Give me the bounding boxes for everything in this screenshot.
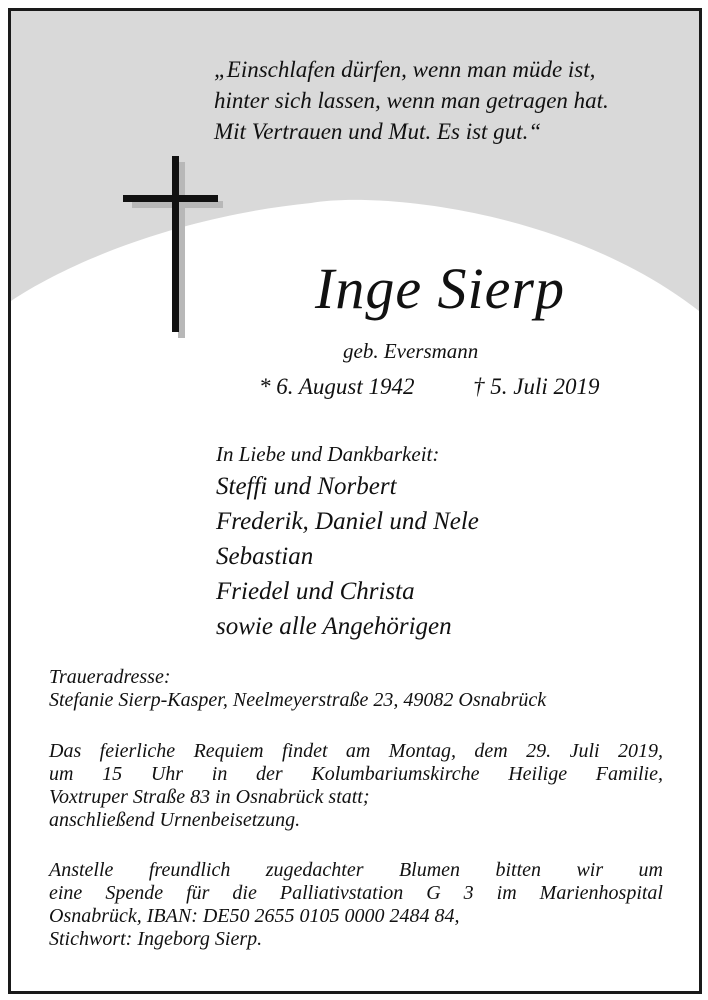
mourner-line: Friedel und Christa: [216, 578, 415, 605]
quote-line: hinter sich lassen, wenn man getragen hat.: [214, 88, 609, 113]
address-value: Stefanie Sierp-Kasper, Neelmeyerstraße 23, 49082 Osnabrück: [49, 689, 547, 711]
mourner-line: Sebastian: [216, 543, 314, 570]
requiem-line: Das feierliche Requiem findet am Montag, dem 29. Juli 2019,: [49, 740, 663, 762]
quote-line: Mit Vertrauen und Mut. Es ist gut.“: [214, 119, 542, 144]
donation-notice: [49, 859, 663, 951]
requiem-notice: [49, 740, 663, 832]
mourners-block: [216, 439, 479, 644]
requiem-line: Voxtruper Straße 83 in Osnabrück statt;: [49, 786, 370, 808]
requiem-line: um 15 Uhr in der Kolumbariumskirche Heilige Familie,: [49, 763, 663, 785]
address-label: Traueradresse:: [49, 666, 171, 688]
memorial-quote: [214, 54, 684, 147]
mourner-line: Frederik, Daniel und Nele: [216, 508, 479, 535]
birth-date: * 6. August 1942: [259, 374, 415, 399]
mourning-address: [49, 666, 663, 712]
mourners-intro: In Liebe und Dankbarkeit:: [216, 442, 440, 466]
born-name: geb. Eversmann: [343, 339, 479, 363]
donation-line: Osnabrück, IBAN: DE50 2655 0105 0000 2484 84,: [49, 905, 460, 927]
deceased-name: Inge Sierp: [315, 256, 565, 321]
mourner-line: Steffi und Norbert: [216, 473, 397, 500]
mourner-line: sowie alle Angehörigen: [216, 613, 452, 640]
obituary-frame: [8, 8, 702, 994]
donation-line: Anstelle freundlich zugedachter Blumen bitten wir um: [49, 859, 663, 881]
quote-line: „Einschlafen dürfen, wenn man müde ist,: [214, 57, 596, 82]
donation-line: eine Spende für die Palliativstation G 3 im Marienhospital: [49, 882, 663, 904]
requiem-line: anschließend Urnenbeisetzung.: [49, 809, 301, 831]
death-date: † 5. Juli 2019: [473, 374, 600, 399]
donation-line: Stichwort: Ingeborg Sierp.: [49, 928, 263, 950]
